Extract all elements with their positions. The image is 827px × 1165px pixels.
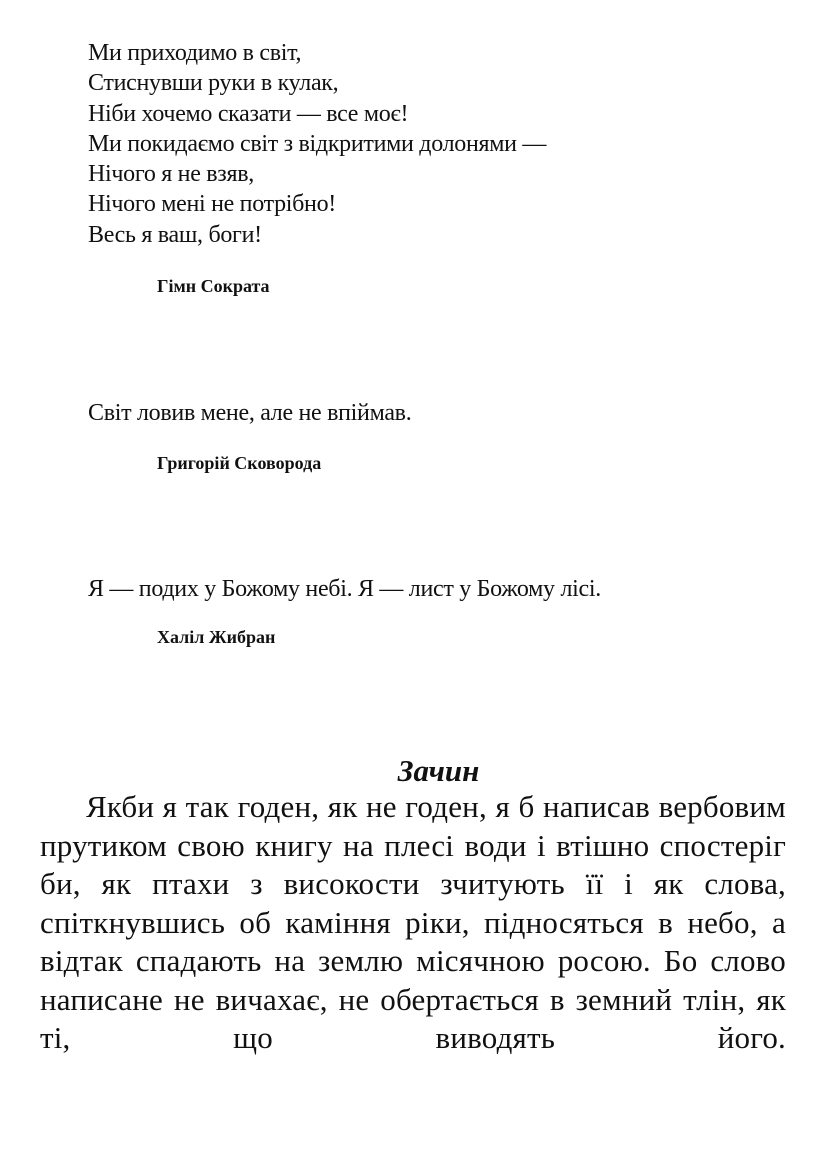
verse-line: Нічого мені не потрібно! (88, 191, 336, 218)
chapter-title: Зачин (397, 753, 480, 788)
chapter-body-paragraph: Якби я так годен, як не годен, я б написав вербовим прутиком свою книгу на плесі води і втішно спостеріг би, як птахи з високости зчитують її і як слова, спіткнувшись об каміння ріки, підносяться в небо, а відтак спадають на землю місячною росою. Бо слово написане не вичахає, не обертається в земний тлін, як ті, що виводять його. (40, 789, 786, 1055)
verse-line: Нічого я не взяв, (88, 161, 254, 188)
verse-line: Весь я ваш, боги! (88, 221, 262, 248)
epigraph-attribution-socrates: Гімн Сократа (157, 276, 270, 296)
epigraph-attribution-gibran: Халіл Жибран (157, 627, 276, 647)
verse-line: Ми приходимо в світ, (88, 40, 302, 66)
verse-line: Стиснувши руки в кулак, (88, 70, 339, 97)
gibran-quote: Я — подих у Божому небі. Я — лист у Божому лісі. (88, 576, 601, 602)
verse-line: Ми покидаємо світ з відкритими долонями — (88, 130, 547, 157)
verse-line: Ніби хочемо сказати — все моє! (88, 100, 409, 127)
skovoroda-quote: Світ ловив мене, але не впіймав. (88, 400, 412, 426)
epigraph-attribution-skovoroda: Григорій Сковорода (157, 453, 322, 473)
socrates-hymn-verse (88, 38, 546, 250)
